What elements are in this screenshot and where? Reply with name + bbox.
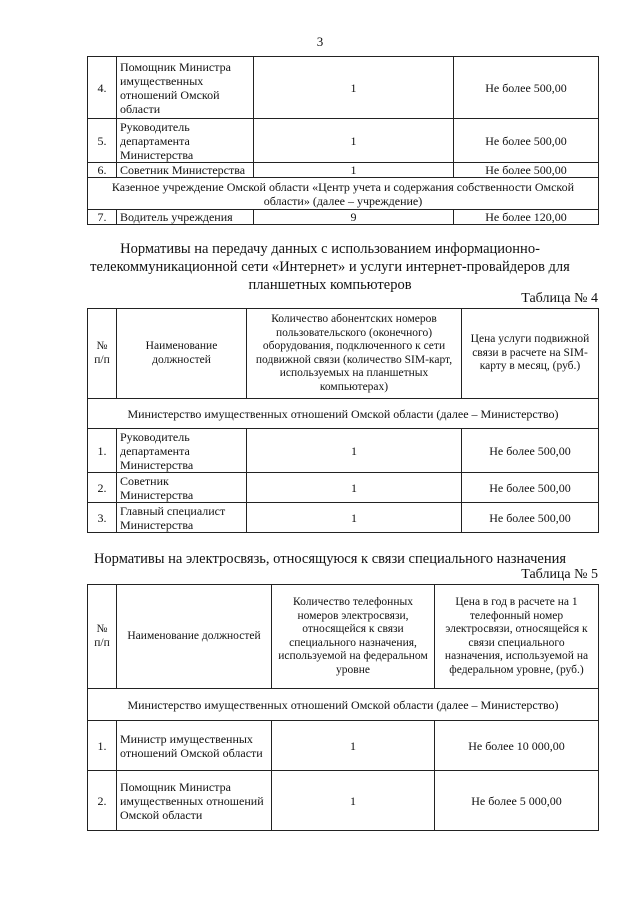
- quantity: 1: [272, 721, 435, 771]
- quantity: 1: [254, 57, 454, 119]
- table-header-row: [88, 309, 599, 399]
- position-name: Помощник Министра имущественных отношений Омской области: [117, 771, 272, 831]
- table-3-continuation: [87, 56, 599, 225]
- row-number: 3.: [88, 503, 117, 533]
- price: Не более 500,00: [454, 163, 599, 178]
- price: Не более 500,00: [454, 119, 599, 163]
- section-5-title: Нормативы на электросвязь, относящуюся к связи специального назначения: [93, 551, 567, 567]
- table-row: [88, 503, 599, 533]
- table-5: [87, 584, 599, 831]
- table-header-row: [88, 585, 599, 689]
- position-name: Водитель учреждения: [117, 210, 254, 225]
- quantity: 9: [254, 210, 454, 225]
- position-name: Руководитель департамента Министерства: [117, 429, 247, 473]
- table-row: [88, 119, 599, 163]
- position-name: Главный специалист Министерства: [117, 503, 247, 533]
- table-row: [88, 163, 599, 178]
- header-position: Наименование должностей: [117, 309, 247, 399]
- section-title: Министерство имущественных отношений Омской области (далее – Министерство): [88, 689, 599, 721]
- table-5-label: Таблица № 5: [521, 567, 598, 582]
- position-name: Советник Министерства: [117, 473, 247, 503]
- position-name: Министр имущественных отношений Омской области: [117, 721, 272, 771]
- position-name: Руководитель департамента Министерства: [117, 119, 254, 163]
- table-row: [88, 473, 599, 503]
- table-4-label: Таблица № 4: [521, 291, 598, 306]
- price: Не более 500,00: [462, 503, 599, 533]
- header-quantity: Количество абонентских номеров пользовательского (оконечного) оборудования, подключенного к сети подвижной связи (количество SIM-карт, используемых на планшетных компьютерах): [247, 309, 462, 399]
- price: Не более 10 000,00: [435, 721, 599, 771]
- header-price: Цена в год в расчете на 1 телефонный номер электросвязи, относящейся к связи специального назначения, используемой на федеральном уровне, (руб.): [435, 585, 599, 689]
- quantity: 1: [254, 119, 454, 163]
- table-row: [88, 721, 599, 771]
- row-number: 6.: [88, 163, 117, 178]
- position-name: Советник Министерства: [117, 163, 254, 178]
- position-name: Помощник Министра имущественных отношений Омской области: [117, 57, 254, 119]
- header-position: Наименование должностей: [117, 585, 272, 689]
- quantity: 1: [254, 163, 454, 178]
- price: Не более 120,00: [454, 210, 599, 225]
- table-row: [88, 57, 599, 119]
- header-num: № п/п: [88, 585, 117, 689]
- row-number: 5.: [88, 119, 117, 163]
- table-section-row: [88, 689, 599, 721]
- section-title: Казенное учреждение Омской области «Центр учета и содержания собственности Омской области» (далее – учреждение): [88, 178, 599, 210]
- price: Не более 500,00: [462, 429, 599, 473]
- price: Не более 500,00: [454, 57, 599, 119]
- header-price: Цена услуги подвижной связи в расчете на SIM-карту в месяц, (руб.): [462, 309, 599, 399]
- table-section-row: [88, 178, 599, 210]
- table-section-row: [88, 399, 599, 429]
- row-number: 4.: [88, 57, 117, 119]
- row-number: 2.: [88, 473, 117, 503]
- quantity: 1: [247, 503, 462, 533]
- page-number: 3: [316, 34, 324, 49]
- header-num: № п/п: [88, 309, 117, 399]
- section-title: Министерство имущественных отношений Омской области (далее – Министерство): [88, 399, 599, 429]
- table-row: [88, 210, 599, 225]
- row-number: 1.: [88, 429, 117, 473]
- row-number: 2.: [88, 771, 117, 831]
- header-quantity: Количество телефонных номеров электросвязи, относящейся к связи специального назначения, используемой на федеральном уровне: [272, 585, 435, 689]
- table-4: [87, 308, 599, 533]
- table-row: [88, 771, 599, 831]
- price: Не более 5 000,00: [435, 771, 599, 831]
- quantity: 1: [247, 429, 462, 473]
- quantity: 1: [272, 771, 435, 831]
- row-number: 7.: [88, 210, 117, 225]
- row-number: 1.: [88, 721, 117, 771]
- price: Не более 500,00: [462, 473, 599, 503]
- section-4-title: Нормативы на передачу данных с использованием информационно-телекоммуникационной сети «Интернет» и услуги интернет-провайдеров для планшетных компьютеров: [90, 241, 570, 293]
- table-row: [88, 429, 599, 473]
- quantity: 1: [247, 473, 462, 503]
